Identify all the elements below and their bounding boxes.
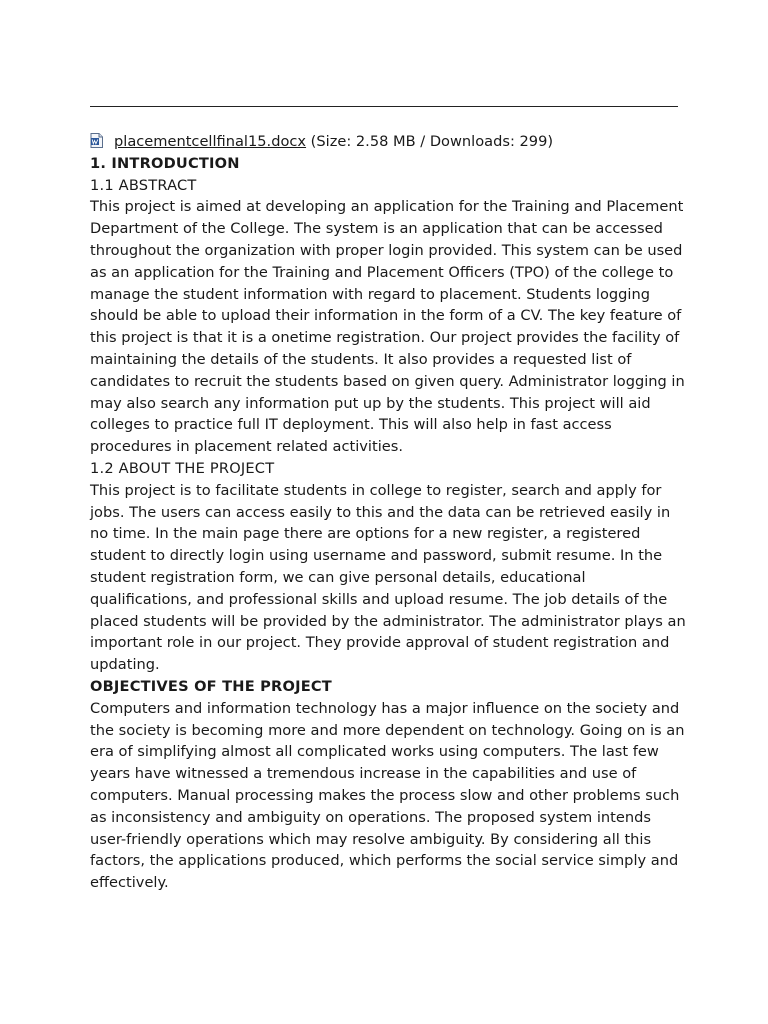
horizontal-divider <box>90 106 678 107</box>
attachment-meta: (Size: 2.58 MB / Downloads: 299) <box>306 133 554 150</box>
attachment-row <box>90 131 686 153</box>
objectives-paragraph: Computers and information technology has a major influence on the society and the society is becoming more and more dependent on technology. Going on is an era of simplifying almost all complicated works using computers. The last few years have witnessed a tremendous increase in the capabilities and use of computers. Manual processing makes the process slow and other problems such as inconsistency and ambiguity on operations. The proposed system intends user-friendly operations which may resolve ambiguity. By considering all this factors, the applications produced, which performs the social service simply and effectively. <box>90 699 685 892</box>
attachment-download-link[interactable]: placementcellfinal15.docx <box>114 133 307 150</box>
heading-introduction: 1. INTRODUCTION <box>90 154 240 172</box>
heading-objectives: OBJECTIVES OF THE PROJECT <box>90 677 332 695</box>
heading-about-project: 1.2 ABOUT THE PROJECT <box>90 459 275 477</box>
about-paragraph: This project is to facilitate students in college to register, search and apply for jobs. The users can access easily to this and the data can be retrieved easily in no time. In the main page there are options for a new register, a registered student to directly login using username and password, submit resume. In the student registration form, we can give personal details, educational qualifications, and professional skills and upload resume. The job details of the placed students will be provided by the administrator. The administrator plays an important role in our project. They provide approval of student registration and updating. <box>90 481 686 674</box>
document-body <box>90 131 686 894</box>
abstract-paragraph: This project is aimed at developing an application for the Training and Placement Department of the College. The system is an application that can be accessed throughout the organization with proper login provided. This system can be used as an application for the Training and Placement Officers (TPO) of the college to manage the student information with regard to placement. Students logging should be able to upload their information in the form of a CV. The key feature of this project is that it is a onetime registration. Our project provides the facility of maintaining the details of the students. It also provides a requested list of candidates to recruit the students based on given query. Administrator logging in may also search any information put up by the students. This project will aid colleges to practice full IT deployment. This will also help in fast access procedures in placement related activities. <box>90 198 685 456</box>
word-document-icon[interactable] <box>90 133 103 148</box>
heading-abstract: 1.1 ABSTRACT <box>90 176 197 194</box>
